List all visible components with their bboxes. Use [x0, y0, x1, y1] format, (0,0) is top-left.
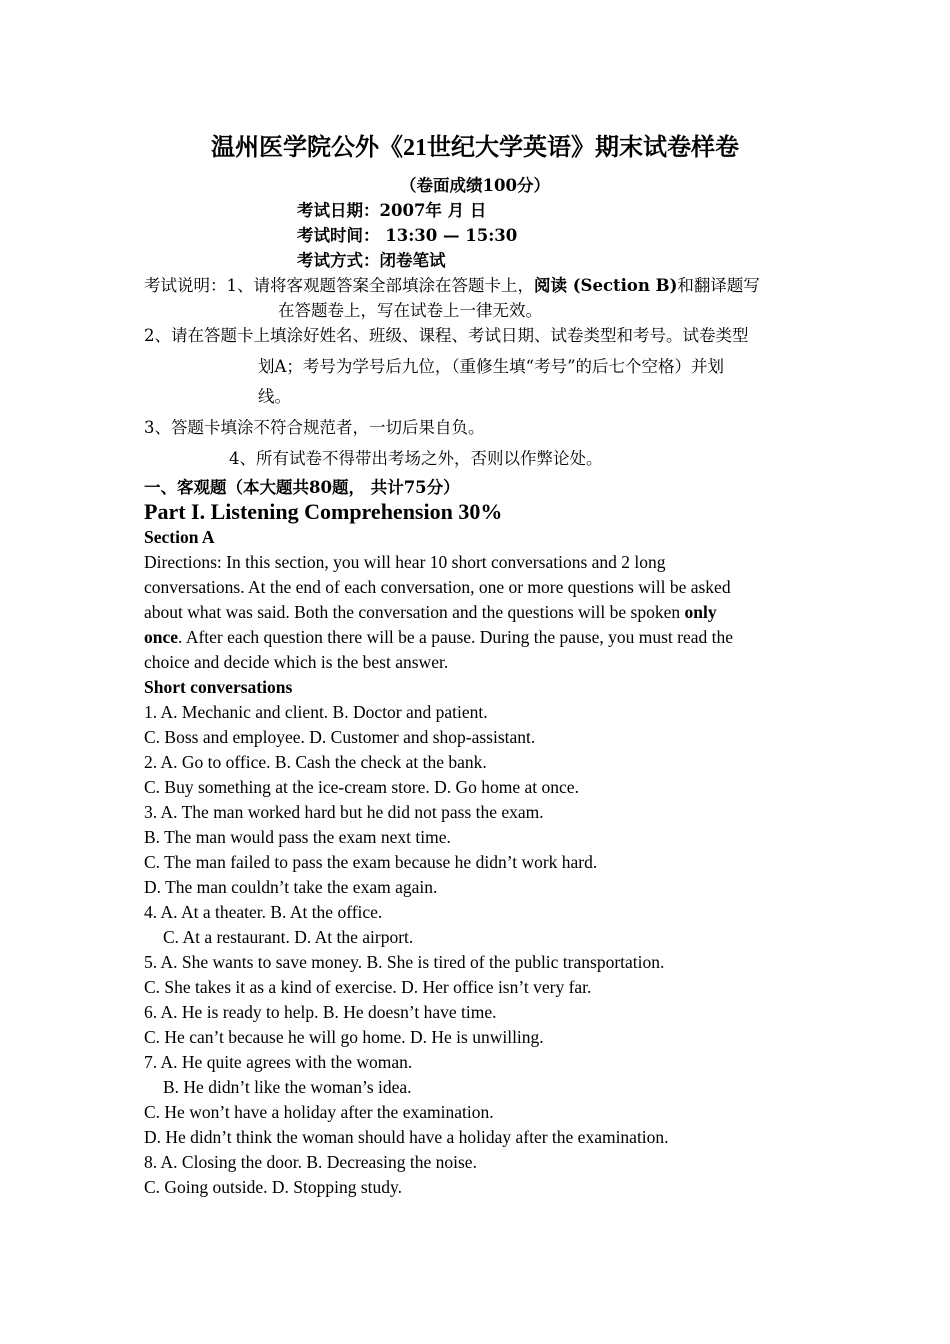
question-line: B. The man would pass the exam next time. — [144, 827, 451, 847]
question-line: C. The man failed to pass the exam because he didn’t work hard. — [144, 852, 598, 872]
directions-line-4 — [144, 626, 733, 648]
instruction-4: 4、所有试卷不得带出考场之外，否则以作弊论处。 — [229, 449, 603, 468]
exam-mode: 考试方式：闭卷笔试 — [297, 251, 446, 270]
question-line: C. Boss and employee. D. Customer and shop-assistant. — [144, 727, 536, 747]
instruction-3: 3、答题卡填涂不符合规范者，一切后果自负。 — [144, 418, 485, 437]
question-line: 8. A. Closing the door. B. Decreasing the noise. — [144, 1152, 477, 1172]
section-a-heading: Section A — [144, 527, 215, 547]
instruction-1-continued: 在答题卷上，写在试卷上一律无效。 — [278, 301, 542, 320]
question-line: C. She takes it as a kind of exercise. D. Her office isn’t very far. — [144, 977, 592, 997]
instruction-2-end: 线。 — [258, 387, 291, 406]
directions-emphasis-only: only — [684, 602, 717, 622]
question-line: 4. A. At a theater. B. At the office. — [144, 902, 383, 922]
question-line: B. He didn’t like the woman’s idea. — [163, 1077, 412, 1097]
part-title: Part I. Listening Comprehension 30% — [144, 499, 503, 524]
question-line: 6. A. He is ready to help. B. He doesn’t have time. — [144, 1002, 497, 1022]
instruction-2-continued: 划A；考号为学号后九位，（重修生填“考号”的后七个空格）并划 — [258, 357, 725, 376]
directions-line-4-text: . After each question there will be a pause. During the pause, you must read the — [178, 627, 733, 647]
question-line: 3. A. The man worked hard but he did not pass the exam. — [144, 802, 544, 822]
directions-line-3 — [144, 601, 717, 623]
question-line: 1. A. Mechanic and client. B. Doctor and patient. — [144, 702, 488, 722]
question-line: C. Buy something at the ice-cream store. D. Go home at once. — [144, 777, 579, 797]
instruction-2: 2、请在答题卡上填涂好姓名、班级、课程、考试日期、试卷类型和考号。试卷类型 — [144, 326, 749, 345]
directions-emphasis-once: once — [144, 627, 179, 647]
short-conversations-heading: Short conversations — [144, 677, 293, 697]
instruction-1-tail: 和翻译题写 — [677, 276, 760, 295]
directions-line-1: Directions: In this section, you will hear 10 short conversations and 2 long — [144, 552, 666, 572]
exam-time: 考试时间： 13:30 — 15:30 — [297, 226, 518, 245]
question-line: C. He can’t because he will go home. D. He is unwilling. — [144, 1027, 544, 1047]
directions-line-3-text: about what was said. Both the conversation and the questions will be spoken — [144, 602, 685, 622]
directions-line-5: choice and decide which is the best answer. — [144, 652, 449, 672]
question-line: C. At a restaurant. D. At the airport. — [163, 927, 414, 947]
exam-title: 温州医学院公外《21世纪大学英语》期末试卷样卷 — [211, 135, 739, 161]
question-line: D. The man couldn’t take the exam again. — [144, 877, 438, 897]
objective-section-heading: 一、客观题（本大题共80题， 共计75分） — [144, 478, 460, 497]
question-line: 7. A. He quite agrees with the woman. — [144, 1052, 413, 1072]
question-line: C. He won’t have a holiday after the examination. — [144, 1102, 494, 1122]
instruction-1-emphasis: 阅读 (Section B) — [534, 276, 678, 295]
score-note: （卷面成绩100分） — [400, 176, 550, 195]
instruction-1 — [144, 275, 760, 297]
question-line: C. Going outside. D. Stopping study. — [144, 1177, 402, 1197]
directions-line-2: conversations. At the end of each conversation, one or more questions will be asked — [144, 577, 731, 597]
question-line: D. He didn’t think the woman should have a holiday after the examination. — [144, 1127, 669, 1147]
question-line: 2. A. Go to office. B. Cash the check at the bank. — [144, 752, 487, 772]
instruction-1-text: 考试说明：1、请将客观题答案全部填涂在答题卡上， — [144, 276, 534, 295]
question-line: 5. A. She wants to save money. B. She is tired of the public transportation. — [144, 952, 665, 972]
exam-date: 考试日期：2007年 月 日 — [297, 201, 487, 220]
